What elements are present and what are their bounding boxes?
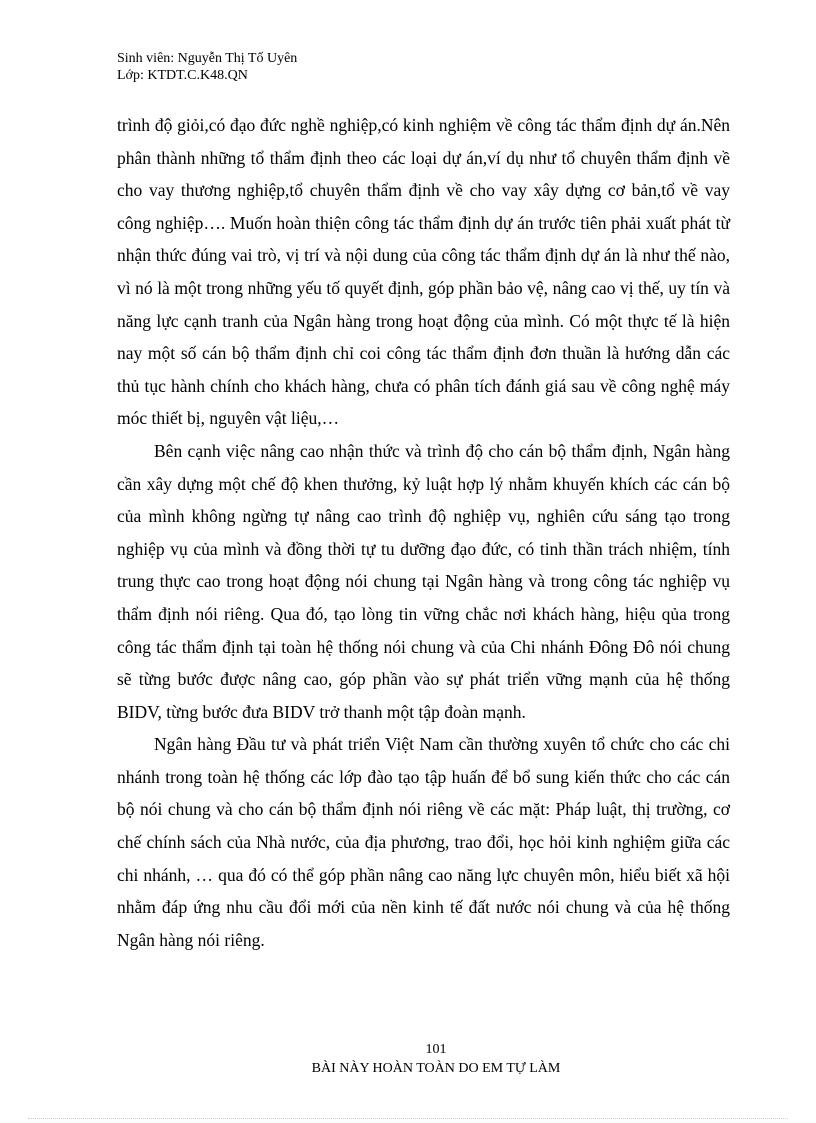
class-code: Lớp: KTDT.C.K48.QN	[117, 68, 248, 83]
page-header	[117, 50, 297, 84]
footer-note: BÀI NÀY HOÀN TOÀN DO EM TỰ LÀM	[311, 1061, 561, 1076]
page-bottom-divider	[28, 1118, 788, 1119]
paragraph-bidv-training: Ngân hàng Đầu tư và phát triển Việt Nam cần thường xuyên tổ chức cho các chi nhánh trong toàn hệ thống các lớp đào tạo tập huấn để bổ sung kiến thức cho các cán bộ nói chung và cho cán bộ thẩm định nói riêng về các mặt: Pháp luật, thị trường, cơ chế chính sách của Nhà nước, của địa phương, trao đổi, học hỏi kinh nghiệm giữa các chi nhánh, … qua đó có thể góp phần nâng cao năng lực chuyên môn, hiểu biết xã hội nhằm đáp ứng nhu cầu đổi mới của nền kinh tế đất nước nói chung và của hệ thống Ngân hàng nói riêng.	[117, 734, 730, 950]
page-number: 101	[425, 1042, 447, 1057]
document-body	[117, 109, 730, 956]
page-footer	[117, 1040, 755, 1078]
paragraph-continuation: trình độ giỏi,có đạo đức nghề nghiệp,có kinh nghiệm về công tác thẩm định dự án.Nên phân thành những tổ thẩm định theo các loại dự án,ví dụ như tổ chuyên thẩm định về cho vay thương nghiệp,tổ chuyên thẩm định về cho vay xây dựng cơ bản,tổ về vay công nghiệp…. Muốn hoàn thiện công tác thẩm định dự án trước tiên phải xuất phát từ nhận thức đúng vai trò, vị trí và nội dung của công tác thẩm định dự án là như thế nào, vì nó là một trong những yếu tố quyết định, góp phần bảo vệ, nâng cao vị thế, uy tín và năng lực cạnh tranh của Ngân hàng trong hoạt động của mình. Có một thực tế là hiện nay một số cán bộ thẩm định chỉ coi công tác thẩm định đơn thuần là hướng dẫn các thủ tục hành chính cho khách hàng, chưa có phân tích đánh giá sau về công nghệ máy móc thiết bị, nguyên vật liệu,…	[117, 115, 730, 429]
student-name: Sinh viên: Nguyễn Thị Tố Uyên	[117, 51, 298, 66]
paragraph-training-incentives: Bên cạnh việc nâng cao nhận thức và trình độ cho cán bộ thẩm định, Ngân hàng cần xây dựng một chế độ khen thưởng, kỷ luật hợp lý nhằm khuyến khích các cán bộ của mình không ngừng tự nâng cao trình độ nghiệp vụ, nghiên cứu sáng tạo trong nghiệp vụ của mình và đồng thời tự tu dưỡng đạo đức, có tinh thần trách nhiệm, tính trung thực cao trong hoạt động nói chung tại Ngân hàng và trong công tác nghiệp vụ thẩm định nói riêng. Qua đó, tạo lòng tin vững chắc nơi khách hàng, hiệu qủa trong công tác thẩm định tại toàn hệ thống nói chung và của Chi nhánh Đông Đô nói chung sẽ từng bước được nâng cao, góp phần vào sự phát triển vững mạnh của hệ thống BIDV, từng bước đưa BIDV trở thanh một tập đoàn mạnh.	[117, 440, 730, 722]
